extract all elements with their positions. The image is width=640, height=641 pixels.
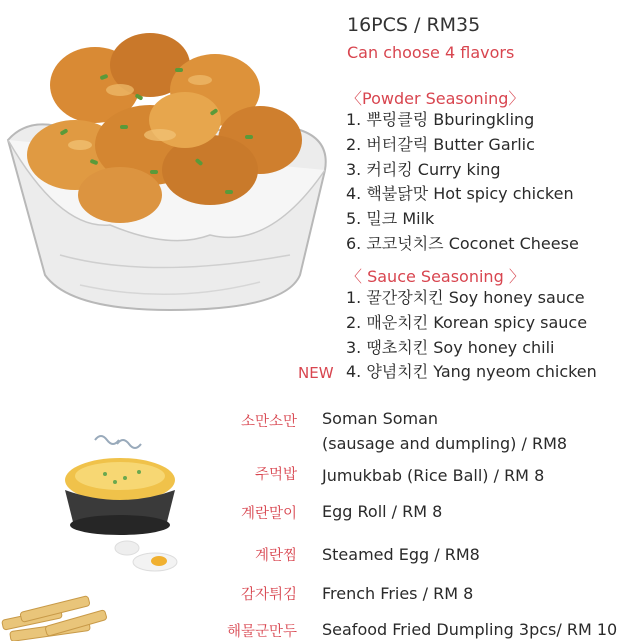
list-item: 1. 꿀간장치킨 Soy honey sauce <box>346 288 585 307</box>
side-detail-en: (sausage and dumpling) / RM8 <box>322 434 568 453</box>
list-item: 2. 매운치킨 Korean spicy sauce <box>346 312 588 332</box>
set-price: 16PCS / RM35 <box>347 14 481 36</box>
powder-seasoning-heading: 〈Powder Seasoning〉 <box>346 89 525 108</box>
sauce-seasoning-heading: 〈 Sauce Seasoning 〉 <box>346 267 525 286</box>
side-name-en: Soman Soman <box>322 409 439 428</box>
side-name-ko: 계란말이 <box>240 506 297 522</box>
list-item: 4. 양념치킨 Yang nyeom chicken <box>346 362 597 382</box>
list-item: 4. 핵불닭맛 Hot spicy chicken <box>346 184 574 204</box>
side-name-en: French Fries / RM 8 <box>322 584 474 603</box>
side-name-en: Seafood Fried Dumpling 3pcs/ RM 10 <box>322 620 618 639</box>
side-name-ko: 소만소만 <box>240 414 297 430</box>
side-name-ko: 주먹밥 <box>254 467 297 483</box>
list-item: 6. 코코넛치즈 Coconet Cheese <box>346 233 579 253</box>
side-name-ko: 감자튀김 <box>240 587 297 603</box>
list-item: 1. 뿌링클링 Bburingkling <box>346 110 535 129</box>
sauce-flavor-list <box>346 286 597 385</box>
side-name-ko: 해물군만두 <box>226 624 297 640</box>
side-name-en: Egg Roll / RM 8 <box>322 502 443 521</box>
side-name-ko: 계란찜 <box>254 548 297 564</box>
fried-chicken-illustration <box>0 20 340 320</box>
list-item: 3. 커리킹 Curry king <box>346 159 501 179</box>
side-name-en: Jumukbab (Rice Ball) / RM 8 <box>322 466 545 485</box>
new-badge: NEW <box>298 364 334 382</box>
side-name-en: Steamed Egg / RM8 <box>322 545 480 564</box>
powder-flavor-list <box>346 108 579 257</box>
list-item: 2. 버터갈릭 Butter Garlic <box>346 134 535 154</box>
list-item: 5. 밀크 Milk <box>346 209 435 229</box>
flavor-note: Can choose 4 flavors <box>347 43 515 62</box>
french-fries-illustration <box>0 592 115 641</box>
list-item: 3. 땡초치킨 Soy honey chili <box>346 337 555 357</box>
